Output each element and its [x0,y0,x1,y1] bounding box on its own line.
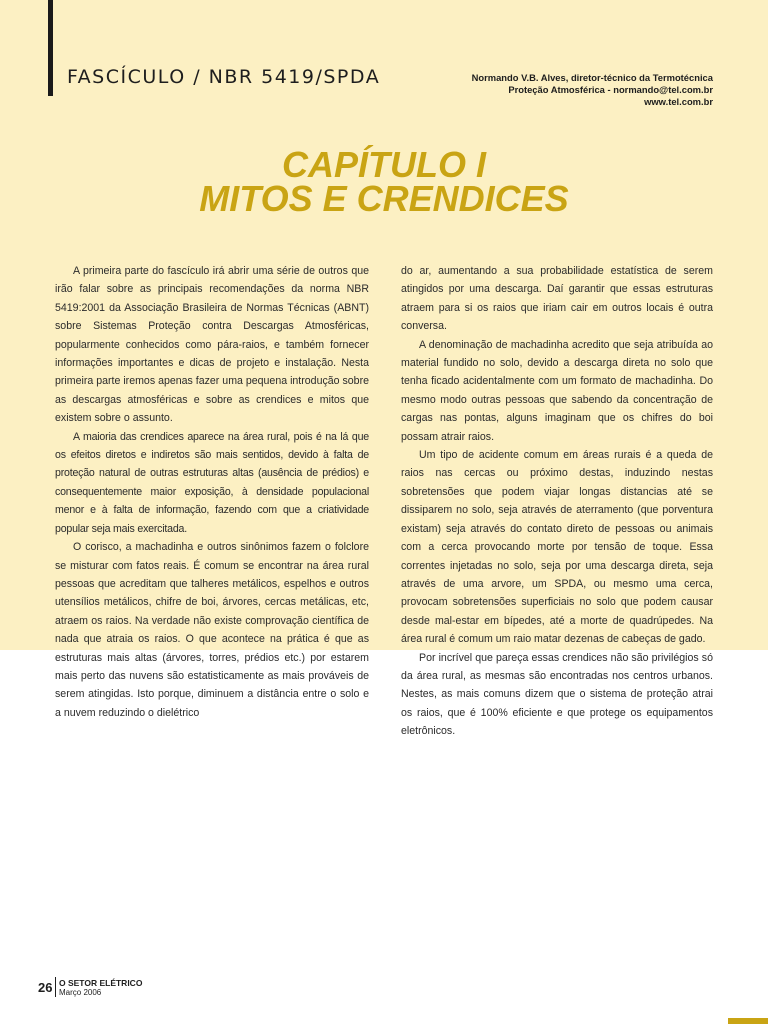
author-line-website: www.tel.com.br [644,96,713,107]
author-line-name: Normando V.B. Alves, diretor-técnico da Termotécnica [471,72,713,83]
header-vertical-bar [48,0,53,96]
chapter-title-line2: MITOS E CRENDICES [199,178,569,219]
chapter-title [0,144,768,219]
body-paragraph: A maioria das crendices aparece na área rural, pois é na lá que os efeitos diretos e indiretos são mais sentidos, devido à falta de proteção natural de outras estruturas altas (ausência de prédios) e consequentemente maior exposição, à densidade populacional menor e à falta de informação, fazendo com que a criatividade popular seja mais exercitada. [55,430,369,535]
magazine-name: O SETOR ELÉTRICO [59,978,143,988]
author-line-email: Proteção Atmosférica - normando@tel.com.br [508,84,713,95]
issue-date: Março 2006 [59,988,102,997]
corner-accent-mark [728,1018,768,1024]
chapter-title-line1: CAPÍTULO I [282,144,486,185]
body-column-right [401,262,713,741]
footer-divider [55,977,56,997]
body-paragraph: A denominação de machadinha acredito que seja atribuída ao material fundido no solo, devido a descarga direta no solo que tenha ficado acidentalmente com um formato de machadinha. Do mesmo modo outras pessoas que sabendo da concentração de cargas nas pontas, alguns imaginam que os chifres do boi possam atrair raios. [401,338,713,443]
page-number: 26 [38,980,53,995]
body-paragraph: do ar, aumentando a sua probabilidade estatística de serem atingidos por uma descarga. Daí garantir que essas estruturas atraem para si os raios que iriam cair em outros locais é outra conversa. [401,265,713,333]
body-column-left [55,262,369,722]
body-paragraph: Um tipo de acidente comum em áreas rurais é a queda de raios nas cercas ou próximo destas, induzindo nestas sobretensões que podem viajar longas distancias até se dissiparem no solo, seja através de aterramento (que porventura existam) seja através do contato direto de pessoas ou animais com a cerca provocando morte por tensão de toque. Essa correntes injetadas no solo, seja por uma descarga direta, seja através de uma arvore, um SPDA, ou mesmo uma cerca, provocam sobretensões superficiais no solo que podem causar desde mal-estar em bípedes, até a morte de quadrúpedes. Na área rural é comum um raio matar dezenas de cabeças de gado. [401,449,713,646]
body-paragraph: O corisco, a machadinha e outros sinônimos fazem o folclore se misturar com fatos reais. É comum se encontrar na área rural pessoas que acreditam que talheres metálicos, espelhos e outros utensílios metálicos, chifre de boi, árvores, cercas metálicas, etc, atraem os raios. Na verdade não existe comprovação científica de nada que atraia os raios. O que acontece na prática é que as estruturas mais altas (árvores, torres, prédios etc.) por estarem mais perto das nuvens são estatisticamente as mais prováveis de serem atingidas. Isto porque, diminuem a distância entre o solo e a nuvem reduzindo o dielétrico [55,541,369,719]
section-heading: FASCÍCULO / NBR 5419/SPDA [67,66,381,88]
body-paragraph: A primeira parte do fascículo irá abrir uma série de outros que irão falar sobre as principais recomendações da norma NBR 5419:2001 da Associação Brasileira de Normas Técnicas (ABNT) sobre Sistemas Proteção contra Descargas Atmosféricas, popularmente conhecidos como pára-raios, e também fornecer informações importantes e dicas de projeto e instalação. Nesta primeira parte iremos apenas fazer uma pequena introdução sobre as descargas atmosféricas e sobre as crendices e mitos que existem sobre o assunto. [55,265,369,425]
author-credit [472,72,713,108]
body-paragraph: Por incrível que pareça essas crendices não são privilégios só da área rural, as mesmas são encontradas nos centros urbanos. Nestes, as mais comuns dizem que o sistema de proteção atrai os raios, que é 100% eficiente e que protege os equipamentos eletrônicos. [401,651,713,738]
